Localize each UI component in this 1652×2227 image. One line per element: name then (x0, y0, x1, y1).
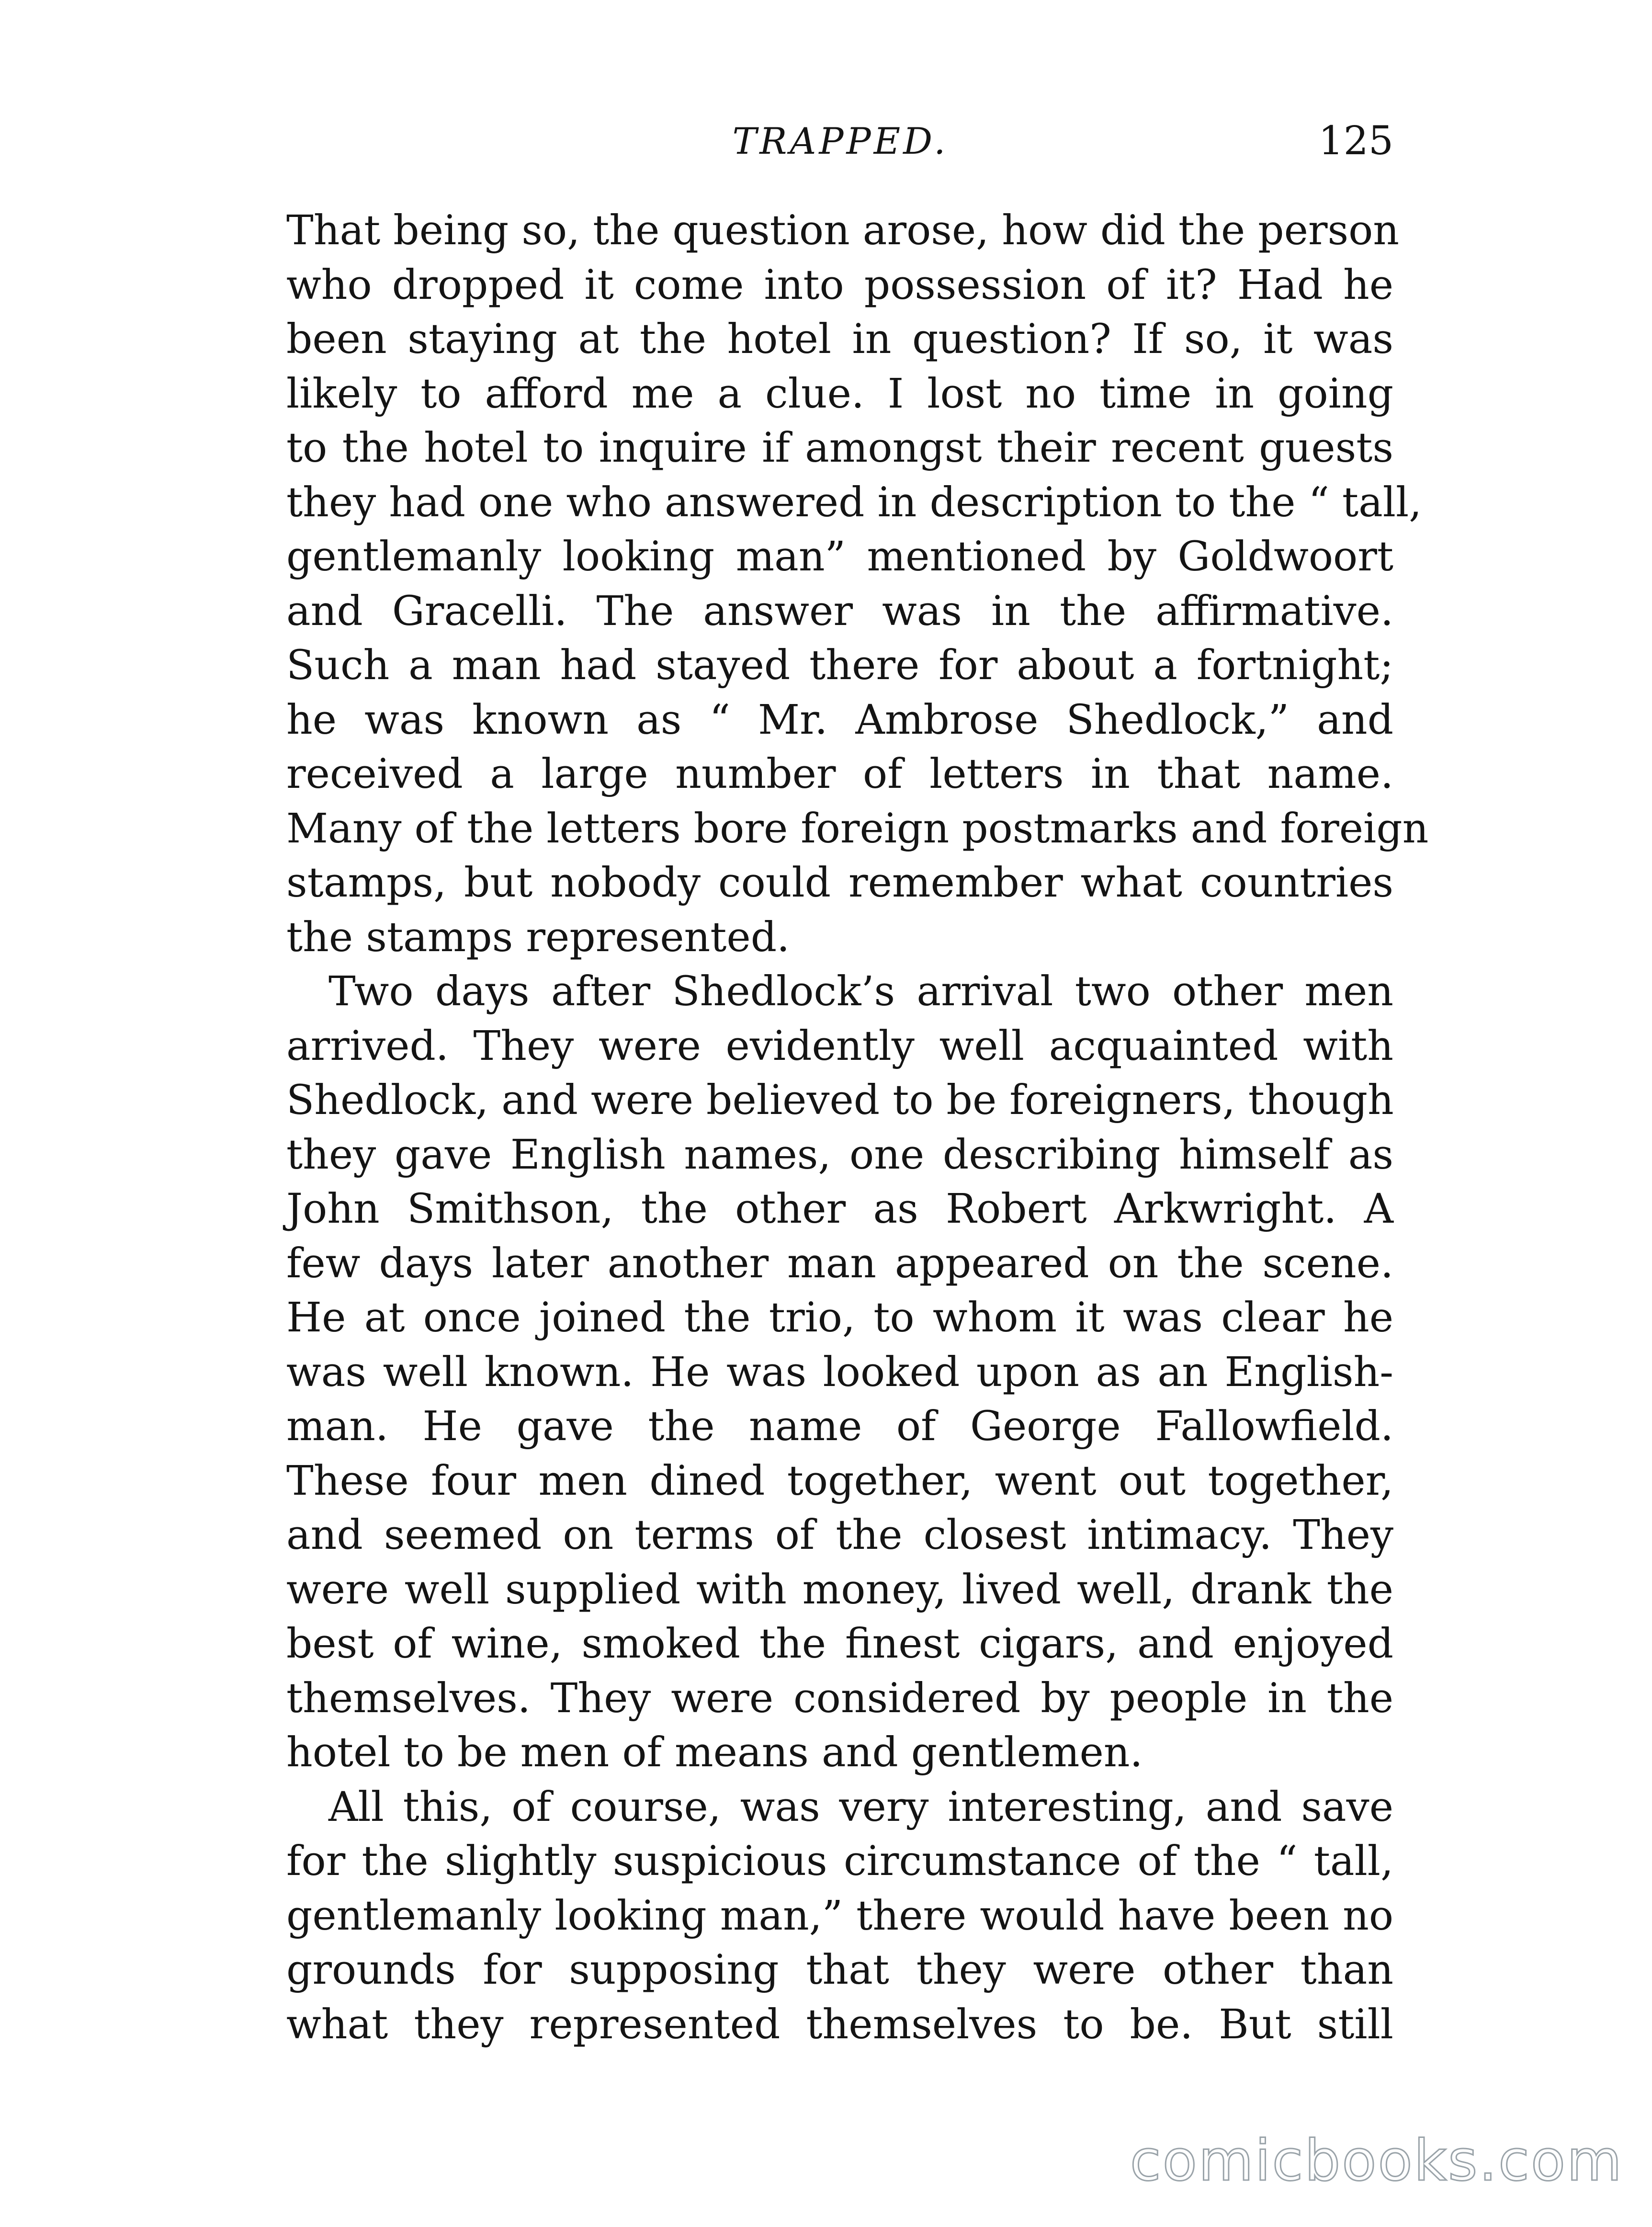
text-line: themselves. They were considered by people in the (286, 1674, 1393, 1722)
text-line: and Gracelli. The answer was in the affirmative. (286, 587, 1393, 635)
text-line: they had one who answered in description to the “ tall, (286, 478, 1422, 526)
paragraph (286, 204, 1429, 965)
text-line: arrived. They were evidently well acquainted with (286, 1022, 1393, 1070)
text-line: gentlemanly looking man” mentioned by Goldwoort (286, 533, 1393, 580)
text-line: These four men dined together, went out together, (286, 1457, 1393, 1505)
running-title: TRAPPED. (732, 120, 949, 162)
text-line: hotel to be men of means and gentlemen. (286, 1729, 1143, 1776)
text-line: gentlemanly looking man,” there would have been no (286, 1892, 1393, 1940)
text-line: Shedlock, and were believed to be foreigners, though (286, 1077, 1394, 1124)
text-line: were well supplied with money, lived well, drank the (286, 1566, 1393, 1613)
text-line: man. He gave the name of George Fallowfield. (286, 1403, 1393, 1450)
text-line: Such a man had stayed there for about a fortnight; (286, 642, 1393, 689)
page-number: 125 (1318, 118, 1393, 164)
text-line: best of wine, smoked the finest cigars, and enjoyed (286, 1620, 1393, 1668)
text-line: the stamps represented. (286, 913, 790, 961)
text-line: That being so, the question arose, how did the person (286, 207, 1400, 254)
text-line: what they represented themselves to be. But still (286, 2000, 1393, 2048)
running-head (287, 115, 1393, 168)
text-line: who dropped it come into possession of it? Had he (286, 261, 1393, 309)
text-line: Many of the letters bore foreign postmarks and foreign (286, 805, 1429, 852)
text-line: likely to afford me a clue. I lost no time in going (286, 370, 1393, 418)
text-line: Two days after Shedlock’s arrival two other men (328, 968, 1393, 1015)
text-line: few days later another man appeared on the scene. (286, 1239, 1393, 1287)
text-line: received a large number of letters in that name. (286, 750, 1393, 798)
text-line: they gave English names, one describing himself as (286, 1131, 1393, 1179)
watermark: comicbooks.com (1130, 2127, 1623, 2193)
text-line: and seemed on terms of the closest intimacy. They (286, 1511, 1393, 1559)
text-line: been staying at the hotel in question? If so, it was (286, 316, 1393, 363)
text-line: grounds for supposing that they were other than (286, 1946, 1393, 1994)
text-line: He at once joined the trio, to whom it was clear he (286, 1294, 1393, 1341)
text-line: stamps, but nobody could remember what countries (286, 859, 1393, 907)
text-line: was well known. He was looked upon as an English- (286, 1348, 1393, 1396)
text-line: he was known as “ Mr. Ambrose Shedlock,” and (286, 696, 1393, 744)
paragraph (286, 965, 1393, 1780)
text-line: to the hotel to inquire if amongst their recent guests (286, 424, 1393, 472)
paragraph (286, 1780, 1393, 2052)
body-text (286, 204, 1429, 2052)
text-line: for the slightly suspicious circumstance of the “ tall, (286, 1838, 1393, 1885)
text-line: All this, of course, was very interesting, and save (328, 1783, 1393, 1831)
text-line: John Smithson, the other as Robert Arkwright. A (286, 1185, 1393, 1233)
